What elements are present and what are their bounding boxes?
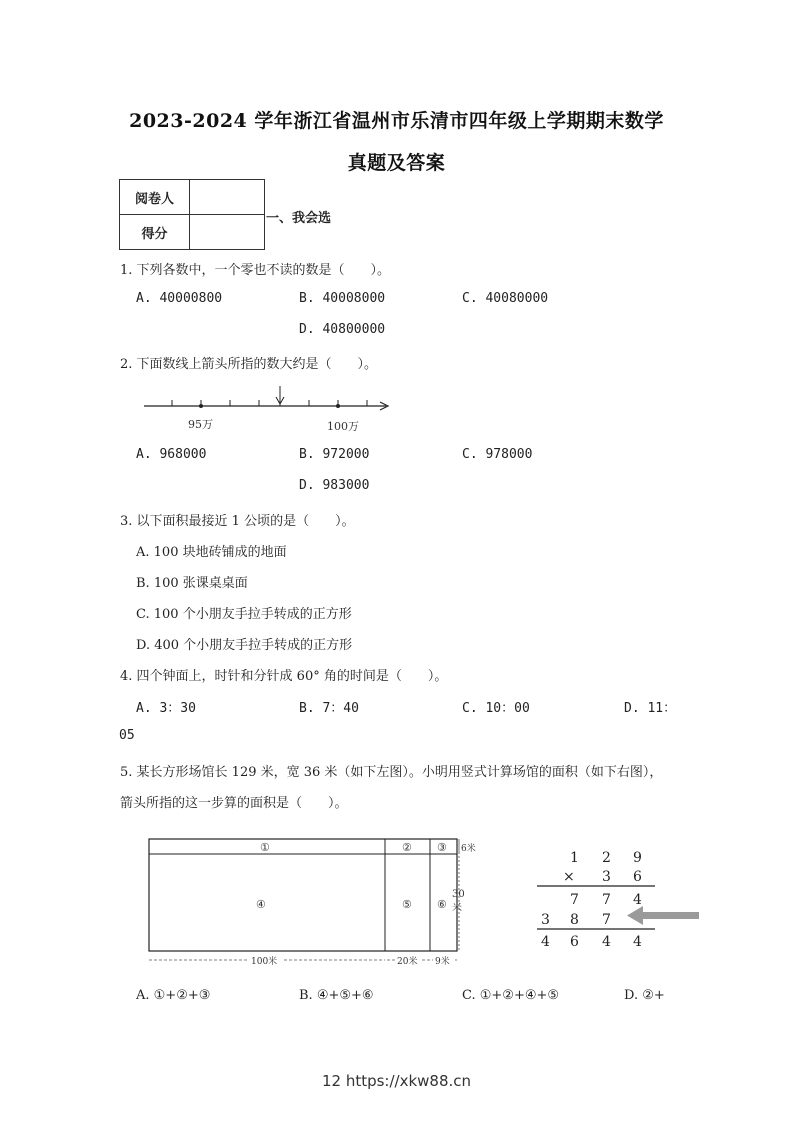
question-4-option-d[interactable]: D. 11： — [624, 701, 677, 716]
svg-text:4: 4 — [633, 892, 642, 908]
point-95wan — [199, 404, 203, 408]
question-4-option-d-wrap: 05 — [119, 728, 135, 743]
question-5-option-a[interactable]: A. ①+②+③ — [136, 988, 211, 1003]
question-4-stem: 4. 四个钟面上，时针和分针成 60° 角的时间是（ ）。 — [120, 669, 448, 684]
question-4-option-b[interactable]: B. 7：40 — [299, 701, 359, 716]
svg-text:8: 8 — [570, 912, 579, 928]
question-5-option-c[interactable]: C. ①+②+④+⑤ — [462, 988, 560, 1003]
score-table — [119, 179, 265, 250]
question-2-stem: 2. 下面数线上箭头所指的数大约是（ ）。 — [120, 357, 378, 372]
question-5-stem-line2: 箭头所指的这一步算的面积是（ ）。 — [120, 796, 348, 811]
question-3-stem: 3. 以下面积最接近 1 公顷的是（ ）。 — [120, 514, 355, 529]
region-3-label: ③ — [437, 841, 447, 854]
svg-text:7: 7 — [570, 892, 579, 908]
svg-text:×: × — [563, 869, 575, 885]
question-2-option-b[interactable]: B. 972000 — [299, 447, 370, 462]
question-1-option-c[interactable]: C. 40080000 — [462, 291, 549, 306]
question-3-option-c[interactable]: C. 100 个小朋友手拉手转成的正方形 — [136, 607, 352, 622]
pointing-arrow-icon — [627, 906, 699, 925]
region-5-label: ⑤ — [402, 898, 412, 911]
question-2-option-d[interactable]: D. 983000 — [299, 478, 370, 493]
question-5-option-b[interactable]: B. ④+⑤+⑥ — [299, 988, 374, 1003]
svg-text:6: 6 — [570, 934, 579, 950]
dim-30-unit: 米 — [452, 903, 462, 914]
stadium-diagram — [146, 835, 486, 970]
question-1-stem: 1. 下列各数中，一个零也不读的数是（ ）。 — [120, 263, 391, 278]
question-1-option-d[interactable]: D. 40800000 — [299, 322, 386, 337]
vertical-multiplication — [535, 845, 710, 955]
svg-text:9: 9 — [633, 850, 642, 866]
svg-text:2: 2 — [602, 850, 611, 866]
question-4-option-a[interactable]: A. 3：30 — [136, 701, 196, 716]
question-1-option-a[interactable]: A. 40000800 — [136, 291, 223, 306]
svg-text:7: 7 — [602, 912, 611, 928]
dim-30: 30 — [452, 889, 465, 900]
dim-6m: 6米 — [461, 844, 476, 854]
svg-text:6: 6 — [633, 869, 642, 885]
svg-text:7: 7 — [602, 892, 611, 908]
question-2-option-a[interactable]: A. 968000 — [136, 447, 207, 462]
reviewer-field[interactable] — [190, 180, 265, 215]
section-title: 一、我会选 — [266, 211, 332, 226]
svg-text:4: 4 — [602, 934, 611, 950]
dim-20m: 20米 — [397, 957, 418, 967]
number-line-figure — [140, 384, 400, 436]
reviewer-label: 阅卷人 — [120, 180, 190, 215]
svg-text:3: 3 — [602, 869, 611, 885]
page-footer: 12 https://xkw88.cn — [321, 1072, 472, 1090]
svg-text:1: 1 — [570, 850, 579, 866]
score-label: 得分 — [120, 215, 190, 250]
page-title: 2023-2024 学年浙江省温州市乐清市四年级上学期期末数学 — [129, 110, 664, 132]
region-2-label: ② — [402, 841, 412, 854]
svg-text:4: 4 — [633, 934, 642, 950]
point-100wan — [336, 404, 340, 408]
region-6-label: ⑥ — [437, 898, 447, 911]
question-1-option-b[interactable]: B. 40008000 — [299, 291, 386, 306]
svg-text:3: 3 — [541, 912, 550, 928]
label-100wan: 100万 — [327, 420, 359, 433]
region-4-label: ④ — [256, 898, 266, 911]
svg-text:4: 4 — [541, 934, 550, 950]
question-2-option-c[interactable]: C. 978000 — [462, 447, 533, 462]
question-3-option-d[interactable]: D. 400 个小朋友手拉手转成的正方形 — [136, 638, 353, 653]
label-95wan: 95万 — [188, 418, 213, 431]
stadium-outline — [149, 839, 457, 951]
question-5-option-d[interactable]: D. ②+ — [624, 988, 665, 1003]
region-1-label: ① — [260, 841, 270, 854]
question-3-option-a[interactable]: A. 100 块地砖铺成的地面 — [136, 545, 287, 560]
page-subtitle: 真题及答案 — [347, 152, 446, 174]
question-3-option-b[interactable]: B. 100 张课桌桌面 — [136, 576, 248, 591]
dim-9m: 9米 — [435, 957, 450, 967]
score-field[interactable] — [190, 215, 265, 250]
dim-100m: 100米 — [251, 957, 278, 967]
question-4-option-c[interactable]: C. 10：00 — [462, 701, 530, 716]
question-5-stem: 5. 某长方形场馆长 129 米，宽 36 米（如下左图）。小明用竖式计算场馆的面积（如下右图）， — [120, 765, 663, 780]
